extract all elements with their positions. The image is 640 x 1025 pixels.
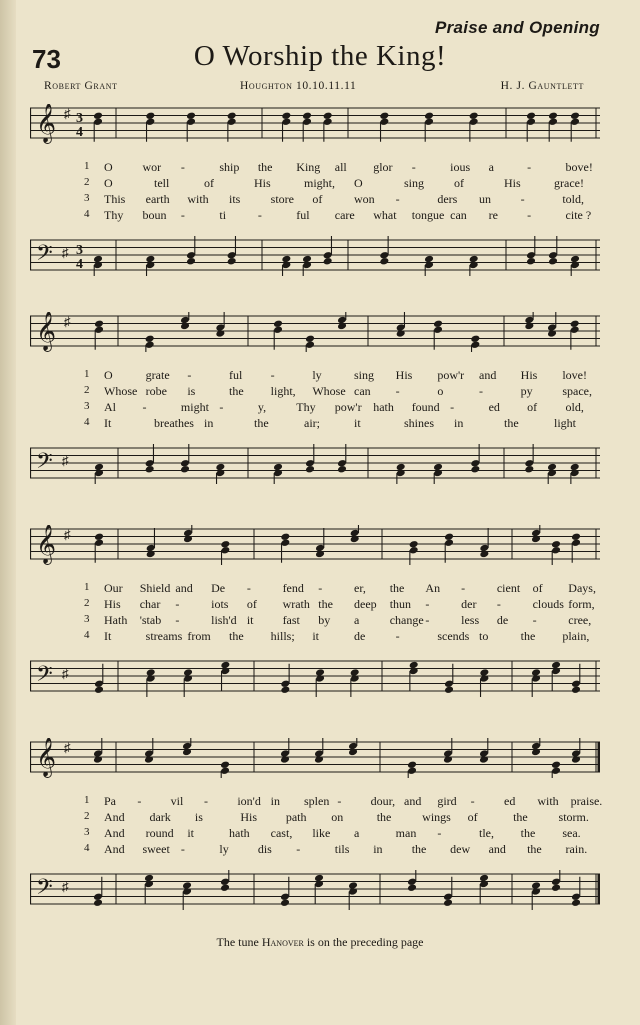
lyric-syllable: the xyxy=(229,629,244,643)
lyric-syllable: in xyxy=(270,794,280,808)
lyric-syllable: An xyxy=(425,581,441,595)
lyric-syllable: it xyxy=(354,416,361,430)
lyric-syllable: - xyxy=(461,581,466,595)
lyric-syllable: His xyxy=(395,368,413,382)
music-system xyxy=(30,525,600,705)
lyric-syllable: grace! xyxy=(554,176,584,190)
lyric-syllable: of xyxy=(527,400,538,414)
lyric-syllable: - xyxy=(337,794,342,808)
lyric-syllable: wrath xyxy=(282,597,310,611)
lyric-syllable: dew xyxy=(450,842,471,856)
lyric-syllable: - xyxy=(175,597,180,611)
verse-line xyxy=(30,416,600,432)
lyric-syllable: It xyxy=(104,629,112,643)
lyric-syllable: light xyxy=(554,416,577,430)
verse-number: 4 xyxy=(84,208,90,220)
lyric-syllable: - xyxy=(137,794,142,808)
lyric-syllable: won xyxy=(354,192,375,206)
section-heading: Praise and Opening xyxy=(434,18,600,37)
lyric-syllable: and xyxy=(175,581,193,595)
verse-line xyxy=(30,581,600,597)
lyric-syllable: His xyxy=(240,810,258,824)
lyric-syllable: de xyxy=(354,629,366,643)
verse-line xyxy=(30,842,600,858)
music-system xyxy=(30,738,603,918)
lyric-syllable: sea. xyxy=(562,826,581,840)
verse-number: 1 xyxy=(84,160,90,172)
lyric-syllable: and xyxy=(479,368,497,382)
lyric-syllable: It xyxy=(104,416,112,430)
lyric-syllable: - xyxy=(246,581,251,595)
verse-number: 2 xyxy=(84,810,90,822)
verse-line xyxy=(30,208,600,224)
svg-text:4: 4 xyxy=(76,257,83,272)
lyric-syllable: breathes xyxy=(154,416,194,430)
lyric-syllable: what xyxy=(373,208,397,222)
lyric-syllable: - xyxy=(204,794,208,808)
lyric-syllable: - xyxy=(425,613,430,627)
lyric-syllable: deep xyxy=(354,597,377,611)
lyric-syllable: - xyxy=(219,400,224,414)
lyric-syllable: the xyxy=(520,826,536,840)
lyric-syllable: ed xyxy=(488,400,500,414)
lyric-syllable: light, xyxy=(270,384,296,398)
bass-staff xyxy=(30,870,600,910)
svg-text:4: 4 xyxy=(76,125,83,140)
lyric-syllable: the xyxy=(504,416,519,430)
lyric-syllable: dour, xyxy=(370,794,396,808)
lyric-syllable: - xyxy=(527,208,532,222)
svg-text:♯: ♯ xyxy=(62,453,69,468)
lyric-syllable: cree, xyxy=(568,613,592,627)
lyric-syllable: in xyxy=(373,842,383,856)
lyric-syllable: - xyxy=(450,400,455,414)
lyric-syllable: ship xyxy=(219,160,240,174)
lyric-syllable: it xyxy=(187,826,194,840)
lyric-syllable: iots xyxy=(211,597,229,611)
lyric-syllable: ly xyxy=(219,842,229,856)
footer-post: is on the preceding page xyxy=(306,935,424,949)
lyric-syllable: a xyxy=(354,613,360,627)
lyric-syllable: can xyxy=(354,384,371,398)
lyric-syllable: the xyxy=(389,581,405,595)
verse-number: 3 xyxy=(84,192,90,204)
footer-tune-name: Hanover xyxy=(261,935,304,949)
hymn-composer: H. J. Gauntlett xyxy=(500,80,584,92)
lyric-syllable: tell xyxy=(154,176,170,190)
lyric-syllable: - xyxy=(411,160,416,174)
lyric-syllable: path xyxy=(285,810,307,824)
lyric-syllable: man xyxy=(395,826,417,840)
lyric-syllable: - xyxy=(425,597,430,611)
lyric-syllable: - xyxy=(257,208,262,222)
lyric-syllable: grate xyxy=(145,368,170,382)
lyric-syllable: - xyxy=(395,192,400,206)
lyric-syllable: And xyxy=(104,826,125,840)
lyric-syllable: pow'r xyxy=(334,400,362,414)
lyric-syllable: on xyxy=(331,810,344,824)
svg-text:𝄢: 𝄢 xyxy=(36,662,53,692)
lyric-syllable: the xyxy=(527,842,542,856)
lyric-syllable: might, xyxy=(304,176,336,190)
lyric-syllable: of xyxy=(467,810,478,824)
verse-line xyxy=(30,613,600,629)
lyric-syllable: dark xyxy=(149,810,171,824)
verse-number: 3 xyxy=(84,613,90,625)
lyric-syllable: storm. xyxy=(558,810,589,824)
lyric-syllable: Al xyxy=(104,400,116,414)
lyric-syllable: - xyxy=(142,400,147,414)
lyric-syllable: the xyxy=(257,160,273,174)
verse-number: 2 xyxy=(84,597,90,609)
music-system xyxy=(30,104,600,284)
treble-staff xyxy=(30,104,600,144)
verse-number: 1 xyxy=(84,368,90,380)
lyric-syllable: change xyxy=(389,613,424,627)
lyric-syllable: - xyxy=(437,826,442,840)
lyric-syllable: vil xyxy=(170,794,184,808)
lyric-syllable: bove! xyxy=(565,160,593,174)
lyric-syllable: fend xyxy=(282,581,304,595)
hymn-author: Robert Grant xyxy=(44,80,118,92)
lyric-syllable: and xyxy=(404,794,422,808)
lyric-syllable: shines xyxy=(404,416,434,430)
verse-line xyxy=(30,384,600,400)
lyric-syllable: found xyxy=(411,400,440,414)
svg-text:3: 3 xyxy=(76,243,83,258)
lyric-syllable: boun xyxy=(142,208,167,222)
verse-line xyxy=(30,176,600,192)
treble-staff xyxy=(30,738,600,778)
lyric-syllable: - xyxy=(180,208,185,222)
lyric-syllable: to xyxy=(479,629,489,643)
lyric-syllable: it xyxy=(312,629,319,643)
lyric-syllable: And xyxy=(104,810,125,824)
lyric-syllable: like xyxy=(312,826,331,840)
lyric-syllable: of xyxy=(532,581,543,595)
lyric-syllable: splen xyxy=(304,794,330,808)
verse-line xyxy=(30,597,600,613)
lyric-syllable: fast xyxy=(282,613,300,627)
lyric-syllable: clouds xyxy=(532,597,564,611)
lyric-syllable: - xyxy=(479,384,483,398)
lyric-syllable: cite ? xyxy=(565,208,592,222)
lyric-syllable: ious xyxy=(450,160,471,174)
lyric-syllable: tongue xyxy=(411,208,445,222)
treble-staff xyxy=(30,312,600,352)
lyric-syllable: er, xyxy=(354,581,366,595)
lyric-syllable: the xyxy=(254,416,269,430)
bass-staff xyxy=(30,657,600,697)
lyric-syllable: - xyxy=(180,842,185,856)
verse-number: 4 xyxy=(84,842,90,854)
lyric-syllable: the xyxy=(376,810,392,824)
svg-text:𝄢: 𝄢 xyxy=(36,875,53,905)
verse-number: 3 xyxy=(84,400,90,412)
lyric-syllable: by xyxy=(318,613,331,627)
lyric-syllable: o xyxy=(437,384,444,398)
lyric-syllable: in xyxy=(204,416,214,430)
svg-text:𝄞: 𝄞 xyxy=(36,738,57,777)
lyric-syllable: form, xyxy=(568,597,595,611)
lyric-syllable: His xyxy=(504,176,521,190)
lyric-syllable: This xyxy=(104,192,126,206)
svg-text:♯: ♯ xyxy=(62,879,69,894)
lyric-syllable: O xyxy=(104,160,113,174)
verse-number: 2 xyxy=(84,384,90,396)
page-gutter xyxy=(0,0,16,1025)
lyric-syllable: told, xyxy=(562,192,584,206)
verse-line xyxy=(30,368,600,384)
lyric-syllable: char xyxy=(139,597,161,611)
lyric-syllable: might xyxy=(180,400,209,414)
lyric-syllable: Thy xyxy=(296,400,316,414)
lyric-syllable: its xyxy=(229,192,241,206)
lyric-syllable: ion'd xyxy=(237,794,261,808)
lyric-syllable: of xyxy=(246,597,257,611)
lyric-syllable: in xyxy=(454,416,464,430)
lyric-syllable: Days, xyxy=(568,581,596,595)
verse-line xyxy=(30,826,600,842)
lyric-syllable: - xyxy=(532,613,537,627)
lyric-syllable: tils xyxy=(334,842,350,856)
lyric-syllable: hills; xyxy=(270,629,295,643)
lyric-syllable: sweet xyxy=(142,842,170,856)
lyric-syllable: Shield xyxy=(139,581,171,595)
lyric-syllable: hath xyxy=(229,826,250,840)
lyric-syllable: glor xyxy=(373,160,393,174)
lyric-syllable: ly xyxy=(312,368,322,382)
lyric-syllable: the xyxy=(513,810,528,824)
lyric-syllable: praise. xyxy=(570,794,603,808)
tune-meter: Houghton 10.10.11.11 xyxy=(240,80,357,92)
lyric-syllable: and xyxy=(488,842,506,856)
lyric-syllable: with xyxy=(187,192,209,206)
lyric-syllable: wings xyxy=(422,810,451,824)
lyric-syllable: with xyxy=(537,794,559,808)
lyric-syllable: Pa xyxy=(104,794,116,808)
svg-text:♯: ♯ xyxy=(64,106,71,121)
lyric-syllable: - xyxy=(520,192,525,206)
lyric-syllable: De xyxy=(211,581,226,595)
lyric-syllable: plain, xyxy=(562,629,590,643)
lyric-syllable: de xyxy=(496,613,509,627)
lyric-syllable: der xyxy=(461,597,477,611)
lyric-syllable: sing xyxy=(354,368,375,382)
verse-number: 1 xyxy=(84,581,90,593)
lyric-syllable: - xyxy=(296,842,301,856)
lyric-syllable: the xyxy=(318,597,333,611)
lyric-syllable: - xyxy=(527,160,532,174)
lyric-syllable: round xyxy=(145,826,174,840)
lyric-syllable: gird xyxy=(437,794,457,808)
lyric-syllable: - xyxy=(270,368,275,382)
svg-text:𝄞: 𝄞 xyxy=(36,312,57,351)
lyric-syllable: 'stab xyxy=(139,613,162,627)
hymn-title: O Worship the King! xyxy=(193,40,447,72)
lyric-syllable: ful xyxy=(296,208,310,222)
lyric-syllable: all xyxy=(334,160,347,174)
lyric-syllable: - xyxy=(395,629,400,643)
svg-text:𝄞: 𝄞 xyxy=(36,104,57,143)
lyric-syllable: Whose xyxy=(104,384,138,398)
lyric-syllable: - xyxy=(395,384,400,398)
lyric-syllable: cient xyxy=(496,581,521,595)
verse-number: 3 xyxy=(84,826,90,838)
svg-text:𝄢: 𝄢 xyxy=(36,241,53,271)
bass-staff xyxy=(30,236,600,276)
svg-text:𝄢: 𝄢 xyxy=(36,449,53,479)
lyric-syllable: the xyxy=(520,629,536,643)
lyric-syllable: air; xyxy=(304,416,320,430)
svg-text:♯: ♯ xyxy=(64,740,71,755)
lyric-syllable: sing xyxy=(404,176,425,190)
lyric-syllable: Hath xyxy=(104,613,128,627)
verse-number: 4 xyxy=(84,629,90,641)
lyric-syllable: streams xyxy=(145,629,183,643)
lyric-syllable: store xyxy=(270,192,294,206)
lyric-syllable: Our xyxy=(104,581,123,595)
lyric-syllable: care xyxy=(334,208,355,222)
lyric-syllable: re xyxy=(488,208,498,222)
verse-number: 2 xyxy=(84,176,90,188)
lyric-syllable: old, xyxy=(565,400,584,414)
lyric-syllable: less xyxy=(461,613,480,627)
lyric-syllable: a xyxy=(488,160,494,174)
hymn-number: 73 xyxy=(32,44,61,74)
lyric-syllable: And xyxy=(104,842,125,856)
svg-text:♯: ♯ xyxy=(62,666,69,681)
lyric-syllable: - xyxy=(187,368,192,382)
lyric-syllable: - xyxy=(496,597,501,611)
lyric-syllable: the xyxy=(411,842,427,856)
lyric-syllable: the xyxy=(229,384,244,398)
lyric-syllable: a xyxy=(354,826,360,840)
lyric-syllable: lish'd xyxy=(211,613,237,627)
lyric-syllable: of xyxy=(204,176,214,190)
lyric-syllable: Whose xyxy=(312,384,346,398)
lyric-syllable: O xyxy=(104,368,113,382)
lyric-syllable: - xyxy=(180,160,185,174)
lyric-syllable: love! xyxy=(562,368,587,382)
svg-text:♯: ♯ xyxy=(64,527,71,542)
lyric-syllable: from xyxy=(187,629,211,643)
lyric-syllable: tle, xyxy=(479,826,494,840)
lyric-syllable: scends xyxy=(437,629,470,643)
lyric-syllable: His xyxy=(520,368,538,382)
lyric-syllable: - xyxy=(175,613,180,627)
lyric-syllable: it xyxy=(246,613,254,627)
lyric-syllable: is xyxy=(194,810,203,824)
lyric-syllable: robe xyxy=(145,384,167,398)
lyric-syllable: ed xyxy=(504,794,516,808)
lyric-syllable: His xyxy=(254,176,271,190)
verse-number: 4 xyxy=(84,416,90,428)
lyric-syllable: can xyxy=(450,208,467,222)
footer-note xyxy=(0,935,640,950)
lyric-syllable: pow'r xyxy=(437,368,465,382)
lyric-syllable: is xyxy=(187,384,196,398)
lyric-syllable: thun xyxy=(389,597,412,611)
svg-text:♯: ♯ xyxy=(64,314,71,329)
lyric-syllable: y, xyxy=(257,400,267,414)
verse-line xyxy=(30,810,600,826)
lyric-syllable: - xyxy=(470,794,475,808)
svg-text:3: 3 xyxy=(76,111,83,126)
lyric-syllable: O xyxy=(354,176,363,190)
verse-line xyxy=(30,629,600,645)
lyric-syllable: wor xyxy=(142,160,162,174)
verse-line xyxy=(30,160,600,176)
lyric-syllable: space, xyxy=(562,384,592,398)
lyric-syllable: cast, xyxy=(270,826,293,840)
treble-staff xyxy=(30,525,600,565)
lyric-syllable: King xyxy=(296,160,321,174)
lyric-syllable: Thy xyxy=(104,208,124,222)
lyric-syllable: dis xyxy=(257,842,272,856)
verse-line xyxy=(30,794,603,810)
lyric-syllable: py xyxy=(520,384,533,398)
lyric-syllable: O xyxy=(104,176,113,190)
lyric-syllable: rain. xyxy=(565,842,588,856)
lyric-syllable: earth xyxy=(145,192,170,206)
lyric-syllable: ti xyxy=(219,208,227,222)
lyric-syllable: un xyxy=(479,192,491,206)
svg-text:♯: ♯ xyxy=(62,245,69,260)
verse-line xyxy=(30,192,600,208)
lyric-syllable: ful xyxy=(229,368,243,382)
lyric-syllable: of xyxy=(454,176,464,190)
svg-text:𝄞: 𝄞 xyxy=(36,525,57,564)
lyric-syllable: of xyxy=(312,192,323,206)
verse-line xyxy=(30,400,600,416)
lyric-syllable: hath xyxy=(373,400,394,414)
lyric-syllable: His xyxy=(104,597,121,611)
footer-pre: The tune xyxy=(216,935,259,949)
bass-staff xyxy=(30,444,600,484)
lyric-syllable: ders xyxy=(437,192,458,206)
verse-number: 1 xyxy=(84,794,90,806)
music-system xyxy=(30,312,600,492)
lyric-syllable: - xyxy=(318,581,323,595)
